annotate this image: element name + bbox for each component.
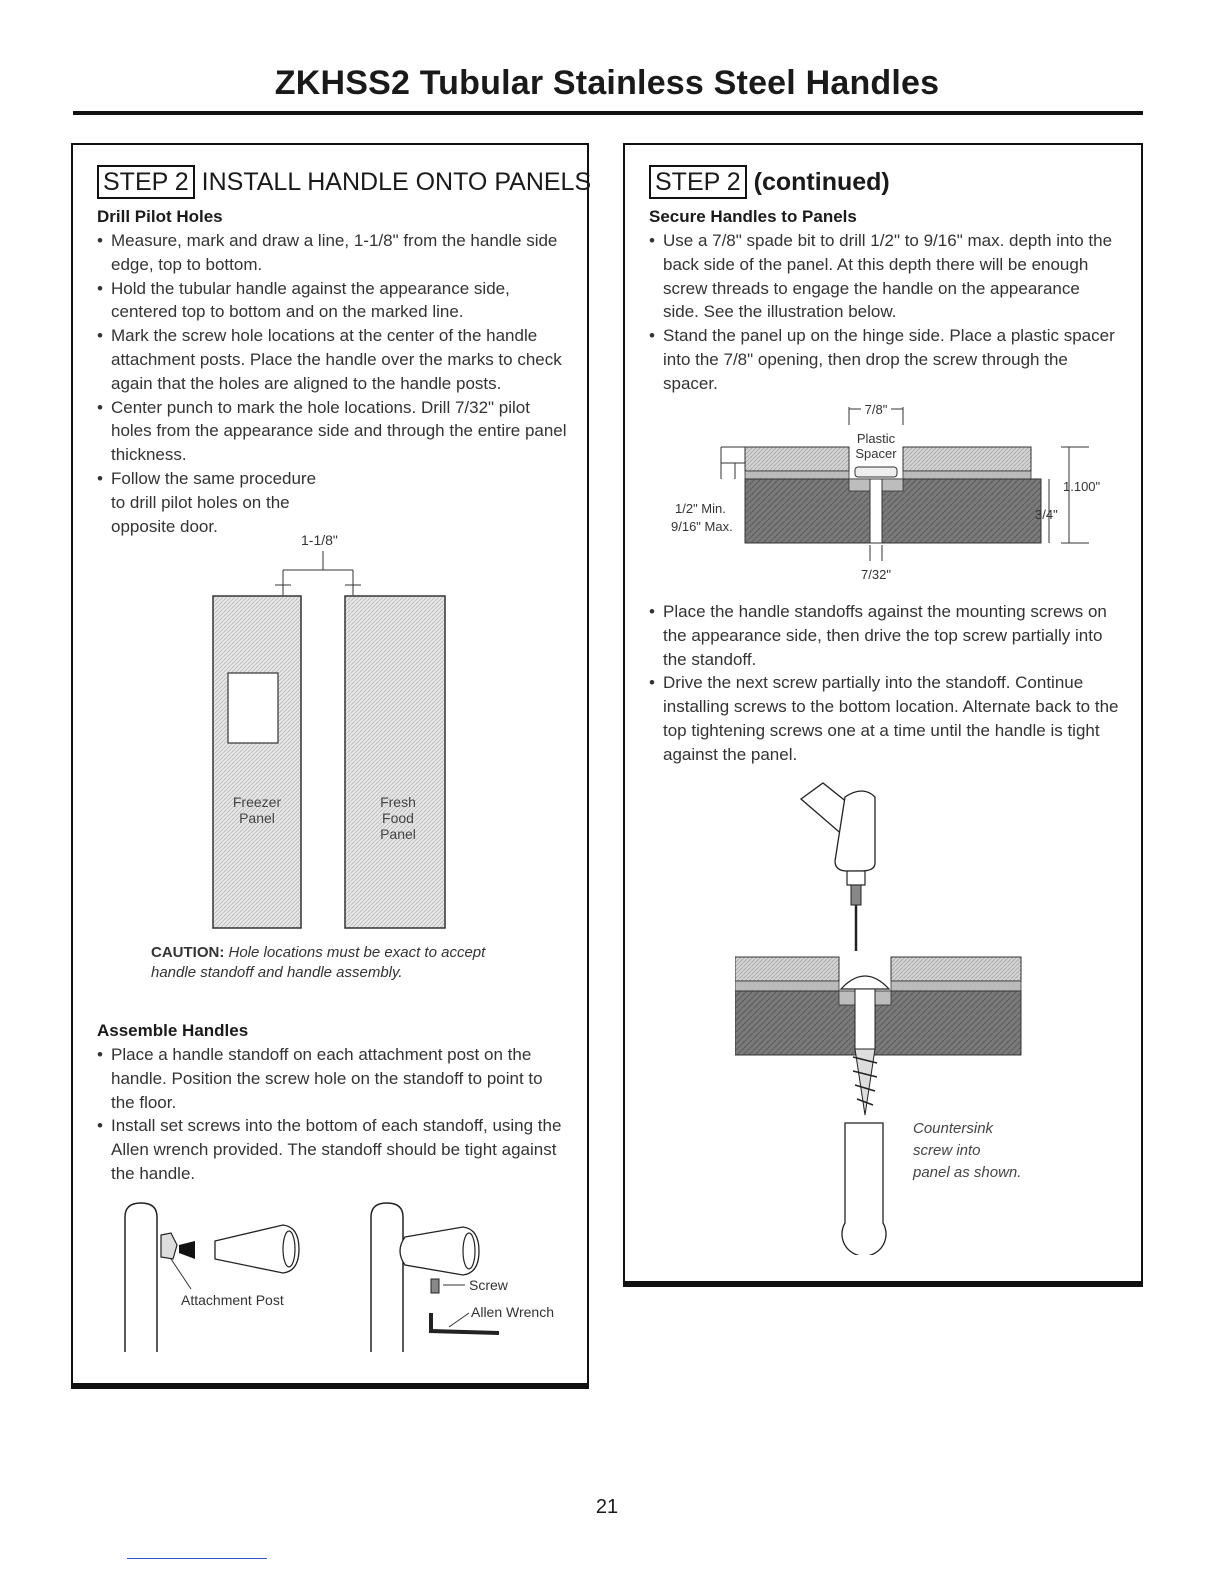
- secure-heading: Secure Handles to Panels: [649, 207, 857, 226]
- assemble-bullet: • Place a handle standoff on each attachment post on the handle. Position the screw hole on the standoff to point to the floor.: [97, 1043, 567, 1114]
- drill-bullet: • Hold the tubular handle against the appearance side, centered top to bottom and on the marked line.: [97, 277, 567, 325]
- assemble-bullet-list: [97, 1043, 567, 1186]
- step-label-box: STEP 2: [649, 165, 747, 199]
- title-rule: [73, 111, 1143, 115]
- max-depth-label: 9/16" Max.: [671, 519, 733, 534]
- total-thickness-label: 1.100": [1063, 479, 1101, 494]
- caution-note: [151, 943, 511, 983]
- spacer-label: Spacer: [855, 446, 897, 461]
- fresh-food-panel: [345, 596, 445, 928]
- cross-section-diagram: [665, 395, 1105, 590]
- step-label-box: STEP 2: [97, 165, 195, 199]
- page-number: 21: [595, 1496, 619, 1518]
- fresh-label: Panel: [380, 826, 416, 842]
- panel-thickness-label: 3/4": [1035, 507, 1058, 522]
- screw-label: Screw: [469, 1277, 508, 1293]
- plastic-label: Plastic: [856, 431, 896, 446]
- left-step-heading: [97, 165, 591, 199]
- drill-bullet-list: [97, 229, 567, 538]
- install-bullet: • Place the handle standoffs against the mounting screws on the appearance side, then drive the top screw partially into the standoff.: [649, 600, 1119, 671]
- caution-label: CAUTION:: [151, 944, 225, 961]
- drill-bullet: • Mark the screw hole locations at the center of the handle attachment posts. Place the handle over the marks to check again that the holes are aligned to the handle posts.: [97, 324, 567, 395]
- caution-text: Hole locations must be exact to accept handle standoff and handle assembly.: [151, 944, 486, 981]
- drill-bullet: • Follow the same procedure to drill pilot holes on the opposite door.: [97, 467, 331, 538]
- panel-diagram: [203, 525, 463, 935]
- step-title: (continued): [753, 168, 890, 196]
- secure-bullet-list: [649, 229, 1119, 396]
- drill-bullet: • Center punch to mark the hole locations. Drill 7/32" pilot holes from the appearance side and through the entire panel thickness.: [97, 396, 567, 467]
- step-title: INSTALL HANDLE ONTO PANELS: [201, 168, 592, 196]
- fresh-label: Food: [382, 810, 414, 826]
- secure-bullet: • Stand the panel up on the hinge side. Place a plastic spacer into the 7/8" opening, then drop the screw through the spacer.: [649, 324, 1119, 395]
- assembly-diagram: [113, 1197, 573, 1357]
- countersink-note: Countersink: [913, 1120, 994, 1137]
- countersink-note: screw into: [913, 1142, 981, 1159]
- assemble-heading: Assemble Handles: [97, 1021, 249, 1040]
- freezer-label: Panel: [239, 810, 275, 826]
- spade-width-label: 7/8": [864, 402, 888, 417]
- assemble-bullet: • Install set screws into the bottom of each standoff, using the Allen wrench provided. The standoff should be tight against the handle.: [97, 1114, 567, 1185]
- allen-wrench-label: Allen Wrench: [471, 1304, 555, 1320]
- handle-outline: [228, 673, 278, 743]
- hole-size-label: 7/32": [861, 567, 891, 582]
- drill-icon: [801, 783, 875, 951]
- left-step-panel: [71, 143, 592, 1389]
- freezer-panel: [213, 596, 301, 928]
- secure-bullet: • Use a 7/8" spade bit to drill 1/2" to 9/16" max. depth into the back side of the panel. At this depth there will be enough screw threads to engage the handle on the appearance side. See the illustration below.: [649, 229, 1119, 324]
- footer-rule: [127, 1558, 267, 1559]
- page-title: ZKHSS2 Tubular Stainless Steel Handles: [274, 64, 940, 102]
- install-bullet: • Drive the next screw partially into the standoff. Continue installing screws to the bottom location. Alternate back to the top tightening screws one at a time until the handle is tight against the panel.: [649, 671, 1119, 766]
- right-step-heading: [649, 165, 890, 199]
- fresh-label: Fresh: [380, 794, 416, 810]
- install-bullet-list: [649, 600, 1119, 767]
- set-screw-icon: [431, 1279, 439, 1293]
- attachment-post-label: Attachment Post: [181, 1292, 284, 1308]
- drill-bullet: • Measure, mark and draw a line, 1-1/8" from the handle side edge, top to bottom.: [97, 229, 567, 277]
- countersink-note: panel as shown.: [913, 1164, 1022, 1181]
- right-step-panel: [623, 143, 1143, 1287]
- standoff-icon: [842, 1123, 886, 1255]
- drill-diagram: [735, 775, 1065, 1255]
- min-depth-label: 1/2" Min.: [675, 501, 726, 516]
- dimension-label: 1-1/8": [301, 532, 338, 548]
- drill-heading: Drill Pilot Holes: [97, 207, 223, 226]
- freezer-label: Freezer: [232, 794, 282, 810]
